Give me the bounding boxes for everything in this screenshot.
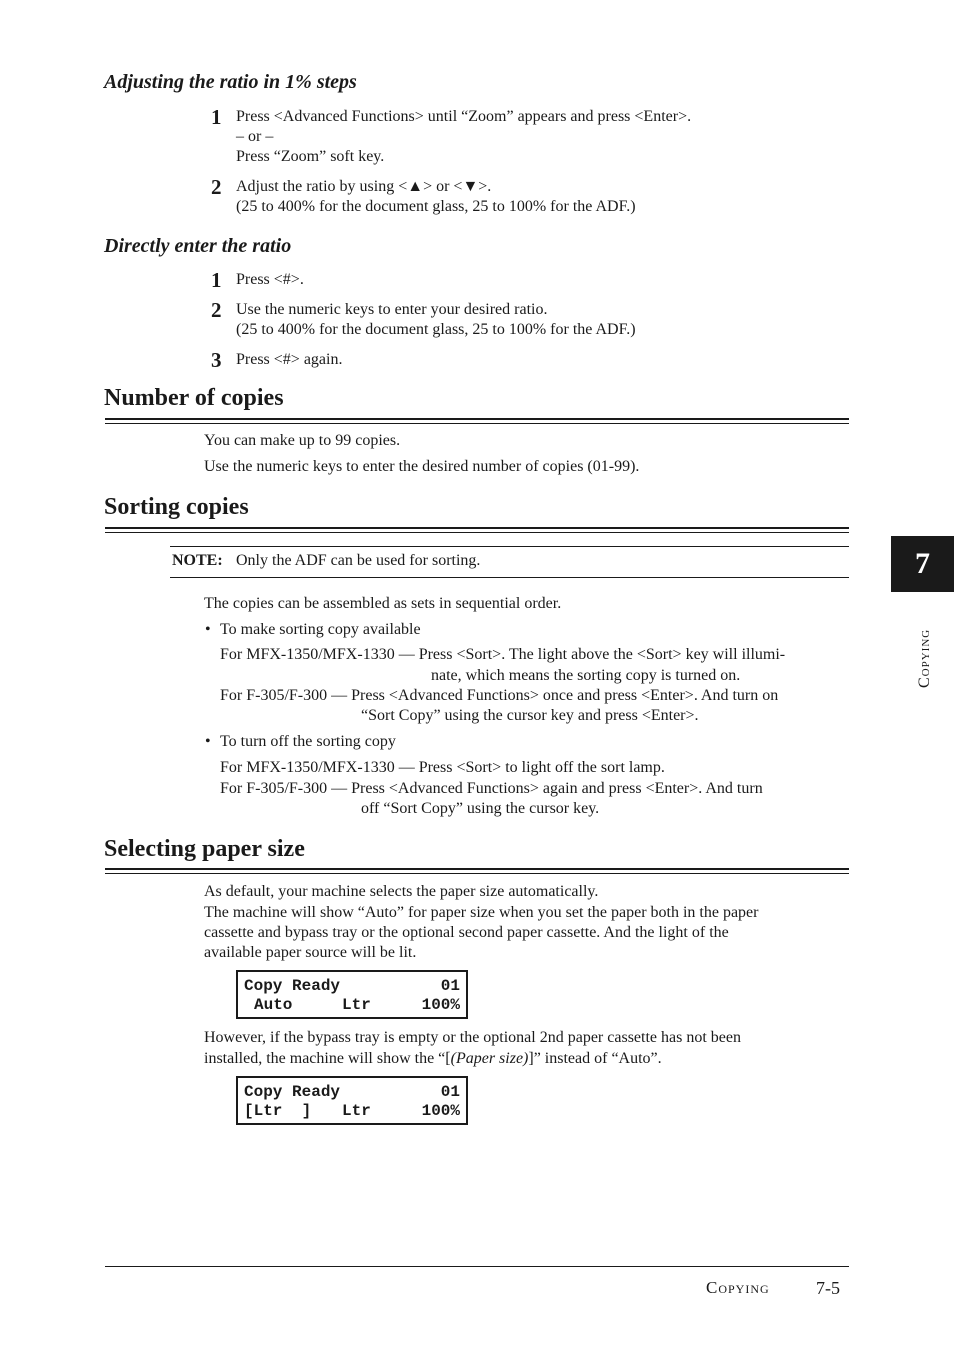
step-number: 3 [211,348,222,372]
bullet: • [205,621,211,638]
lcd-zoom: 100% [421,1102,460,1120]
body-text: As default, your machine selects the paper size automatically. [204,883,599,900]
body-text: You can make up to 99 copies. [204,432,401,449]
step-number: 1 [211,268,222,292]
heading-rule [105,423,849,424]
text-fragment-italic: (Paper size) [450,1050,529,1067]
heading-rule [105,868,849,870]
step-number: 2 [211,175,222,199]
body-text: The copies can be assembled as sets in sequential order. [204,595,562,612]
body-text: Use the numeric keys to enter the desired number of copies (01-99). [204,458,640,475]
subsection-heading-direct-ratio: Directly enter the ratio [104,235,292,257]
lcd-size: Ltr [342,1102,371,1120]
lcd-status: Copy Ready [244,977,341,995]
step-text: Press “Zoom” soft key. [236,148,385,165]
note-text: Only the ADF can be used for sorting. [236,552,481,569]
page-number: 7-5 [816,1278,840,1298]
text-fragment: installed, the machine will show the “[ [204,1050,451,1067]
body-text: available paper source will be lit. [204,944,417,961]
body-text-mixed [204,1049,662,1069]
section-heading-copies: Number of copies [104,385,284,411]
footer-section: Copying [706,1278,770,1297]
body-text: The machine will show “Auto” for paper size when you set the paper both in the paper [204,904,759,921]
heading-rule [105,418,849,420]
subsection-heading-ratio-steps: Adjusting the ratio in 1% steps [104,71,357,93]
note-label: NOTE: [172,552,223,569]
step-text: (25 to 400% for the document glass, 25 to 100% for the ADF.) [236,198,636,215]
heading-rule [105,527,849,529]
lcd-status: Copy Ready [244,1083,341,1101]
lcd-source: Auto [254,996,293,1014]
step-text: Adjust the ratio by using <▲> or <▼>. [236,178,492,195]
lcd-zoom: 100% [421,996,460,1014]
lcd-display-paper-size [236,1076,468,1125]
note-rule-top [170,546,849,547]
lcd-count: 01 [440,977,460,995]
heading-rule [105,532,849,533]
text-fragment: ]” instead of “Auto”. [528,1050,662,1067]
section-heading-sorting: Sorting copies [104,494,249,520]
body-text: nate, which means the sorting copy is turned on. [431,667,741,684]
footer-rule [105,1266,849,1267]
body-text: For F-305/F-300 — Press <Advanced Functions> once and press <Enter>. And turn on [220,687,779,704]
body-text: “Sort Copy” using the cursor key and press <Enter>. [361,707,699,724]
body-text: For F-305/F-300 — Press <Advanced Functions> again and press <Enter>. And turn [220,780,763,797]
lcd-source: [Ltr ] [244,1102,312,1120]
step-text: (25 to 400% for the document glass, 25 to 100% for the ADF.) [236,321,636,338]
step-or: – or – [236,128,274,145]
step-text: Press <#> again. [236,351,343,368]
body-text: For MFX-1350/MFX-1330 — Press <Sort>. The light above the <Sort> key will illumi- [220,646,786,663]
chapter-tab: 7 [891,536,954,592]
lcd-display-auto [236,970,468,1019]
section-heading-paper: Selecting paper size [104,836,305,862]
body-text: off “Sort Copy” using the cursor key. [361,800,600,817]
bullet-title: To make sorting copy available [220,621,421,638]
note-rule-bottom [170,577,849,578]
body-text: However, if the bypass tray is empty or the optional 2nd paper cassette has not been [204,1029,741,1046]
side-chapter-label: Copying [916,628,933,688]
bullet-title: To turn off the sorting copy [220,733,396,750]
heading-rule [105,873,849,874]
body-text: For MFX-1350/MFX-1330 — Press <Sort> to light off the sort lamp. [220,759,665,776]
step-text: Use the numeric keys to enter your desired ratio. [236,301,548,318]
lcd-count: 01 [440,1083,460,1101]
bullet: • [205,733,211,750]
step-number: 1 [211,105,222,129]
step-text: Press <Advanced Functions> until “Zoom” appears and press <Enter>. [236,108,692,125]
body-text: cassette and bypass tray or the optional second paper cassette. And the light of the [204,924,729,941]
step-number: 2 [211,298,222,322]
lcd-size: Ltr [342,996,371,1014]
step-text: Press <#>. [236,271,304,288]
